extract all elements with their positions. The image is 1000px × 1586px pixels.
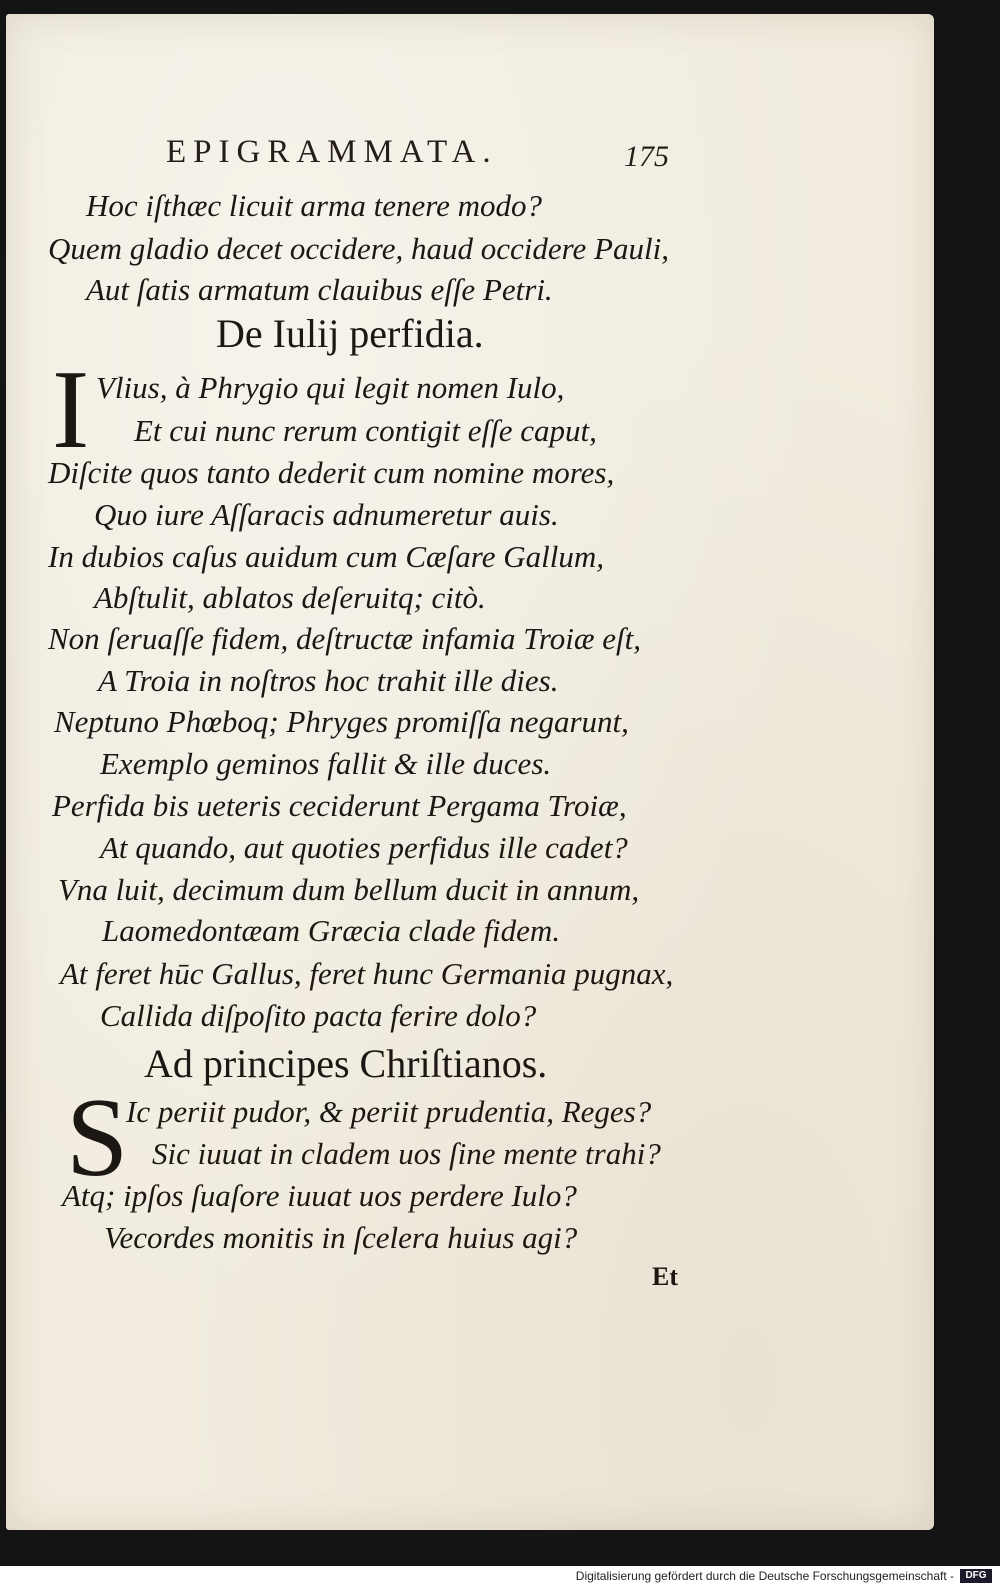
verse-line: Vlius, à Phrygio qui legit nomen Iulo, <box>96 370 565 405</box>
verse-line: Vecordes monitis in ſcelera huius agi? <box>104 1220 578 1255</box>
dfg-logo: DFG <box>960 1569 992 1583</box>
running-title: EPIGRAMMATA. <box>166 134 498 170</box>
verse-line: Callida diſpoſito pacta ferire dolo? <box>100 998 537 1033</box>
page-number: 175 <box>624 140 669 173</box>
drop-capital-s: S <box>66 1076 129 1200</box>
section-heading-principes: Ad principes Chriſtianos. <box>144 1041 548 1086</box>
verse-line: Diſcite quos tanto dederit cum nomine mores, <box>48 455 615 490</box>
digitization-credit: Digitalisierung gefördert durch die Deutsche Forschungsgemeinschaft - <box>575 1569 954 1583</box>
verse-line: Perfida bis ueteris ceciderunt Pergama Troiæ, <box>52 788 627 823</box>
verse-line: Hoc iſthæc licuit arma tenere modo? <box>86 188 543 223</box>
verse-line: Vna luit, decimum dum bellum ducit in annum, <box>58 872 640 907</box>
verse-line: Et cui nunc rerum contigit eſſe caput, <box>134 413 597 448</box>
page-header <box>6 134 934 174</box>
drop-capital-i: I <box>52 348 90 472</box>
section-heading-iulius: De Iulij perfidia. <box>216 311 484 356</box>
verse-line: Atq; ipſos ſuaſore iuuat uos perdere Iulo? <box>62 1178 577 1213</box>
verse-line: Quem gladio decet occidere, haud occidere Pauli, <box>48 231 669 266</box>
book-page <box>6 14 934 1530</box>
verse-line: Laomedontæam Græcia clade fidem. <box>102 913 561 948</box>
verse-line: At feret hūc Gallus, feret hunc Germania pugnax, <box>60 956 674 991</box>
verse-line: Quo iure Aſſaracis adnumeretur auis. <box>94 497 559 532</box>
verse-line: A Troia in noſtros hoc trahit ille dies. <box>98 663 559 698</box>
verse-line: At quando, aut quoties perfidus ille cadet? <box>100 830 628 865</box>
catchword: Et <box>652 1262 678 1291</box>
verse-line: Neptuno Phœboq; Phryges promiſſa negarunt, <box>54 704 629 739</box>
verse-line: Abſtulit, ablatos deſeruitq; citò. <box>94 580 486 615</box>
verse-line: In dubios caſus auidum cum Cæſare Gallum, <box>48 539 604 574</box>
verse-line: Sic iuuat in cladem uos ſine mente trahi? <box>152 1136 661 1171</box>
verse-line: Exemplo geminos fallit & ille duces. <box>100 746 552 781</box>
verse-line: Ic periit pudor, & periit prudentia, Reges? <box>126 1094 652 1129</box>
verse-line: Non ſeruaſſe fidem, deſtructæ infamia Troiæ eſt, <box>48 621 642 656</box>
verse-line: Aut ſatis armatum clauibus eſſe Petri. <box>86 272 553 307</box>
